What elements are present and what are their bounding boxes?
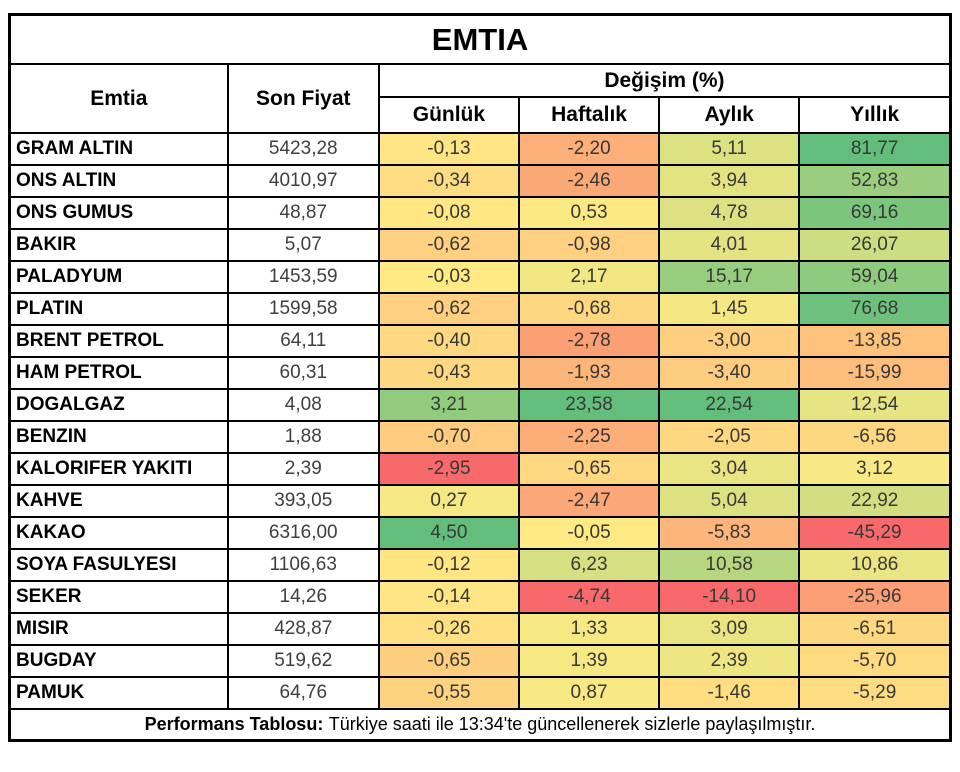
last-price-cell: 6316,00 [228,517,379,549]
change-cell-haftalik: -0,68 [519,293,659,325]
change-cell-gunluk: -0,26 [379,613,519,645]
table-row [10,261,951,293]
table-row [10,421,951,453]
change-cell-haftalik: -2,47 [519,485,659,517]
change-cell-gunluk: -0,62 [379,229,519,261]
change-cell-yillik: -25,96 [799,581,950,613]
footer-note-label: Performans Tablosu: [144,714,324,734]
commodity-name-cell: DOGALGAZ [10,389,228,421]
footer-note-text: Türkiye saati ile 13:34'te güncellenerek sizlerle paylaşılmıştır. [328,714,816,734]
change-cell-aylik: -2,05 [659,421,799,453]
group-header-row [10,64,951,97]
commodity-name-cell: KAHVE [10,485,228,517]
change-cell-yillik: -6,56 [799,421,950,453]
change-cell-yillik: 26,07 [799,229,950,261]
last-price-cell: 14,26 [228,581,379,613]
table-row [10,517,951,549]
last-price-cell: 60,31 [228,357,379,389]
change-cell-haftalik: -2,46 [519,165,659,197]
column-header-yillik: Yıllık [799,97,950,133]
change-cell-gunluk: 0,27 [379,485,519,517]
change-cell-yillik: 81,77 [799,133,950,165]
change-cell-yillik: -45,29 [799,517,950,549]
table-row [10,645,951,677]
change-cell-haftalik: 1,33 [519,613,659,645]
table-body [10,133,951,709]
commodity-name-cell: BAKIR [10,229,228,261]
change-cell-aylik: -1,46 [659,677,799,709]
change-cell-gunluk: -0,14 [379,581,519,613]
column-header-haftalik: Haftalık [519,97,659,133]
commodity-name-cell: PLATIN [10,293,228,325]
change-cell-aylik: -14,10 [659,581,799,613]
change-cell-yillik: 52,83 [799,165,950,197]
change-cell-aylik: -5,83 [659,517,799,549]
change-cell-gunluk: -0,62 [379,293,519,325]
change-cell-aylik: -3,40 [659,357,799,389]
last-price-cell: 1106,63 [228,549,379,581]
last-price-cell: 5,07 [228,229,379,261]
change-cell-aylik: 3,09 [659,613,799,645]
change-cell-yillik: 59,04 [799,261,950,293]
change-cell-aylik: 4,78 [659,197,799,229]
change-cell-gunluk: -0,03 [379,261,519,293]
commodity-name-cell: MISIR [10,613,228,645]
change-cell-yillik: -5,70 [799,645,950,677]
column-header-aylik: Aylık [659,97,799,133]
table-row [10,389,951,421]
change-cell-haftalik: -0,65 [519,453,659,485]
change-cell-gunluk: -0,40 [379,325,519,357]
change-cell-haftalik: -0,98 [519,229,659,261]
commodity-name-cell: BRENT PETROL [10,325,228,357]
last-price-cell: 64,76 [228,677,379,709]
table-row [10,293,951,325]
change-cell-haftalik: -4,74 [519,581,659,613]
change-cell-haftalik: 2,17 [519,261,659,293]
change-cell-aylik: 1,45 [659,293,799,325]
table-row [10,677,951,709]
change-cell-aylik: 5,04 [659,485,799,517]
change-cell-yillik: -15,99 [799,357,950,389]
change-cell-aylik: 22,54 [659,389,799,421]
change-cell-gunluk: -0,08 [379,197,519,229]
last-price-cell: 5423,28 [228,133,379,165]
change-cell-yillik: 12,54 [799,389,950,421]
change-cell-haftalik: -2,25 [519,421,659,453]
table-row [10,549,951,581]
change-cell-yillik: -6,51 [799,613,950,645]
change-cell-haftalik: 23,58 [519,389,659,421]
change-cell-yillik: 76,68 [799,293,950,325]
last-price-cell: 519,62 [228,645,379,677]
change-cell-gunluk: 3,21 [379,389,519,421]
commodity-name-cell: KAKAO [10,517,228,549]
table-row [10,229,951,261]
emtia-performance-table [8,13,952,742]
change-cell-aylik: 3,94 [659,165,799,197]
change-cell-haftalik: -1,93 [519,357,659,389]
table-row [10,485,951,517]
commodity-name-cell: HAM PETROL [10,357,228,389]
column-header-son-fiyat: Son Fiyat [228,64,379,133]
commodity-name-cell: BENZIN [10,421,228,453]
last-price-cell: 428,87 [228,613,379,645]
change-cell-yillik: 22,92 [799,485,950,517]
change-cell-haftalik: 0,87 [519,677,659,709]
change-cell-yillik: -13,85 [799,325,950,357]
change-cell-gunluk: -0,13 [379,133,519,165]
table-row [10,165,951,197]
change-cell-haftalik: -2,20 [519,133,659,165]
change-cell-aylik: 5,11 [659,133,799,165]
last-price-cell: 4010,97 [228,165,379,197]
last-price-cell: 48,87 [228,197,379,229]
change-cell-aylik: 15,17 [659,261,799,293]
last-price-cell: 1453,59 [228,261,379,293]
column-header-gunluk: Günlük [379,97,519,133]
commodity-name-cell: SOYA FASULYESI [10,549,228,581]
change-cell-aylik: 10,58 [659,549,799,581]
change-cell-haftalik: 1,39 [519,645,659,677]
last-price-cell: 1599,58 [228,293,379,325]
change-cell-yillik: 69,16 [799,197,950,229]
commodity-name-cell: KALORIFER YAKITI [10,453,228,485]
change-cell-aylik: -3,00 [659,325,799,357]
table-row [10,357,951,389]
change-cell-gunluk: -0,43 [379,357,519,389]
title-row [10,15,951,65]
commodity-name-cell: ONS GUMUS [10,197,228,229]
table-row [10,197,951,229]
change-cell-haftalik: -2,78 [519,325,659,357]
last-price-cell: 4,08 [228,389,379,421]
table-row [10,581,951,613]
last-price-cell: 393,05 [228,485,379,517]
commodity-name-cell: PAMUK [10,677,228,709]
change-cell-yillik: 3,12 [799,453,950,485]
change-cell-gunluk: -0,70 [379,421,519,453]
change-cell-aylik: 4,01 [659,229,799,261]
change-cell-haftalik: 6,23 [519,549,659,581]
last-price-cell: 2,39 [228,453,379,485]
change-cell-gunluk: -0,55 [379,677,519,709]
table-row [10,133,951,165]
last-price-cell: 64,11 [228,325,379,357]
commodity-name-cell: ONS ALTIN [10,165,228,197]
table-row [10,325,951,357]
change-cell-yillik: 10,86 [799,549,950,581]
last-price-cell: 1,88 [228,421,379,453]
footer-row [10,709,951,741]
change-cell-haftalik: 0,53 [519,197,659,229]
commodity-name-cell: BUGDAY [10,645,228,677]
table-title: EMTIA [10,15,951,65]
change-cell-gunluk: -2,95 [379,453,519,485]
change-cell-gunluk: 4,50 [379,517,519,549]
change-cell-aylik: 2,39 [659,645,799,677]
footer-note [10,709,951,741]
change-cell-yillik: -5,29 [799,677,950,709]
commodity-name-cell: GRAM ALTIN [10,133,228,165]
table-row [10,453,951,485]
change-cell-haftalik: -0,05 [519,517,659,549]
commodity-name-cell: SEKER [10,581,228,613]
change-cell-gunluk: -0,34 [379,165,519,197]
change-cell-gunluk: -0,12 [379,549,519,581]
change-cell-gunluk: -0,65 [379,645,519,677]
commodity-name-cell: PALADYUM [10,261,228,293]
table-row [10,613,951,645]
column-header-degisim: Değişim (%) [379,64,951,97]
change-cell-aylik: 3,04 [659,453,799,485]
column-header-emtia: Emtia [10,64,228,133]
